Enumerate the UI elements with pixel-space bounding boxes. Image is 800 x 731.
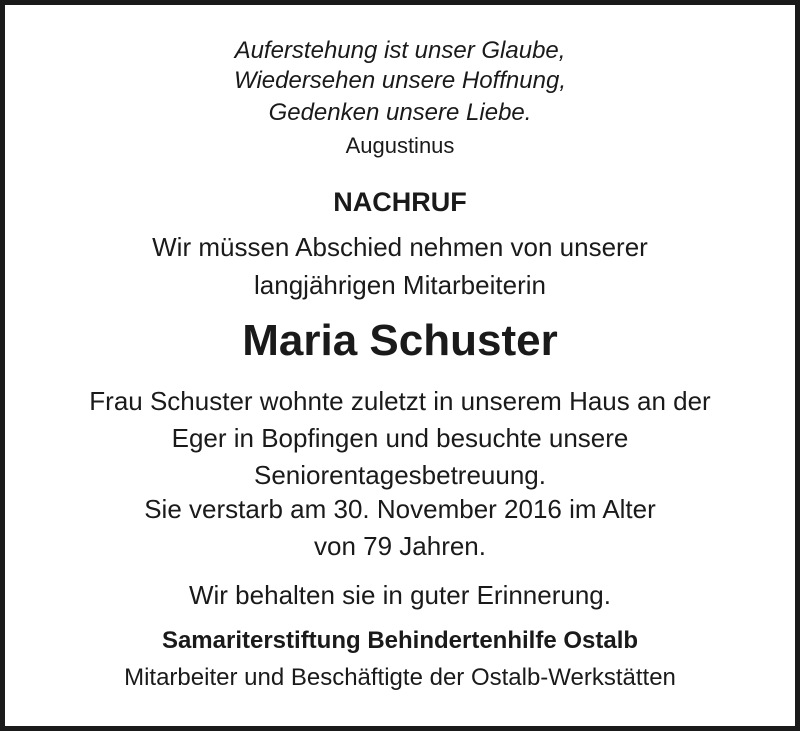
body-line-4: Sie verstarb am 30. November 2016 im Alter [144, 494, 656, 524]
intro-line-1: Wir müssen Abschied nehmen von unserer [152, 232, 648, 262]
body-line-5: von 79 Jahren. [313, 531, 486, 561]
intro-line-2: langjährigen Mitarbeiterin [254, 270, 546, 300]
signature-organization: Samariterstiftung Behindertenhilfe Ostalb [161, 627, 639, 654]
quote-line-2: Wiedersehen unsere Hoffnung, [234, 67, 566, 94]
heading-nachruf: NACHRUF [333, 187, 467, 217]
deceased-name: Maria Schuster [242, 316, 558, 365]
body-line-1: Frau Schuster wohnte zuletzt in unserem Haus an der [89, 386, 711, 416]
body-line-2: Eger in Bopfingen und besuchte unsere [171, 423, 629, 453]
quote-author: Augustinus [345, 133, 455, 158]
body-line-3: Seniorentagesbetreuung. [253, 460, 546, 490]
closing-text: Wir behalten sie in guter Erinnerung. [188, 580, 611, 610]
quote-line-3: Gedenken unsere Liebe. [268, 99, 532, 126]
quote-line-1: Auferstehung ist unser Glaube, [234, 37, 566, 64]
signature-subline: Mitarbeiter und Beschäftigte der Ostalb-Werkstätten [124, 664, 676, 691]
